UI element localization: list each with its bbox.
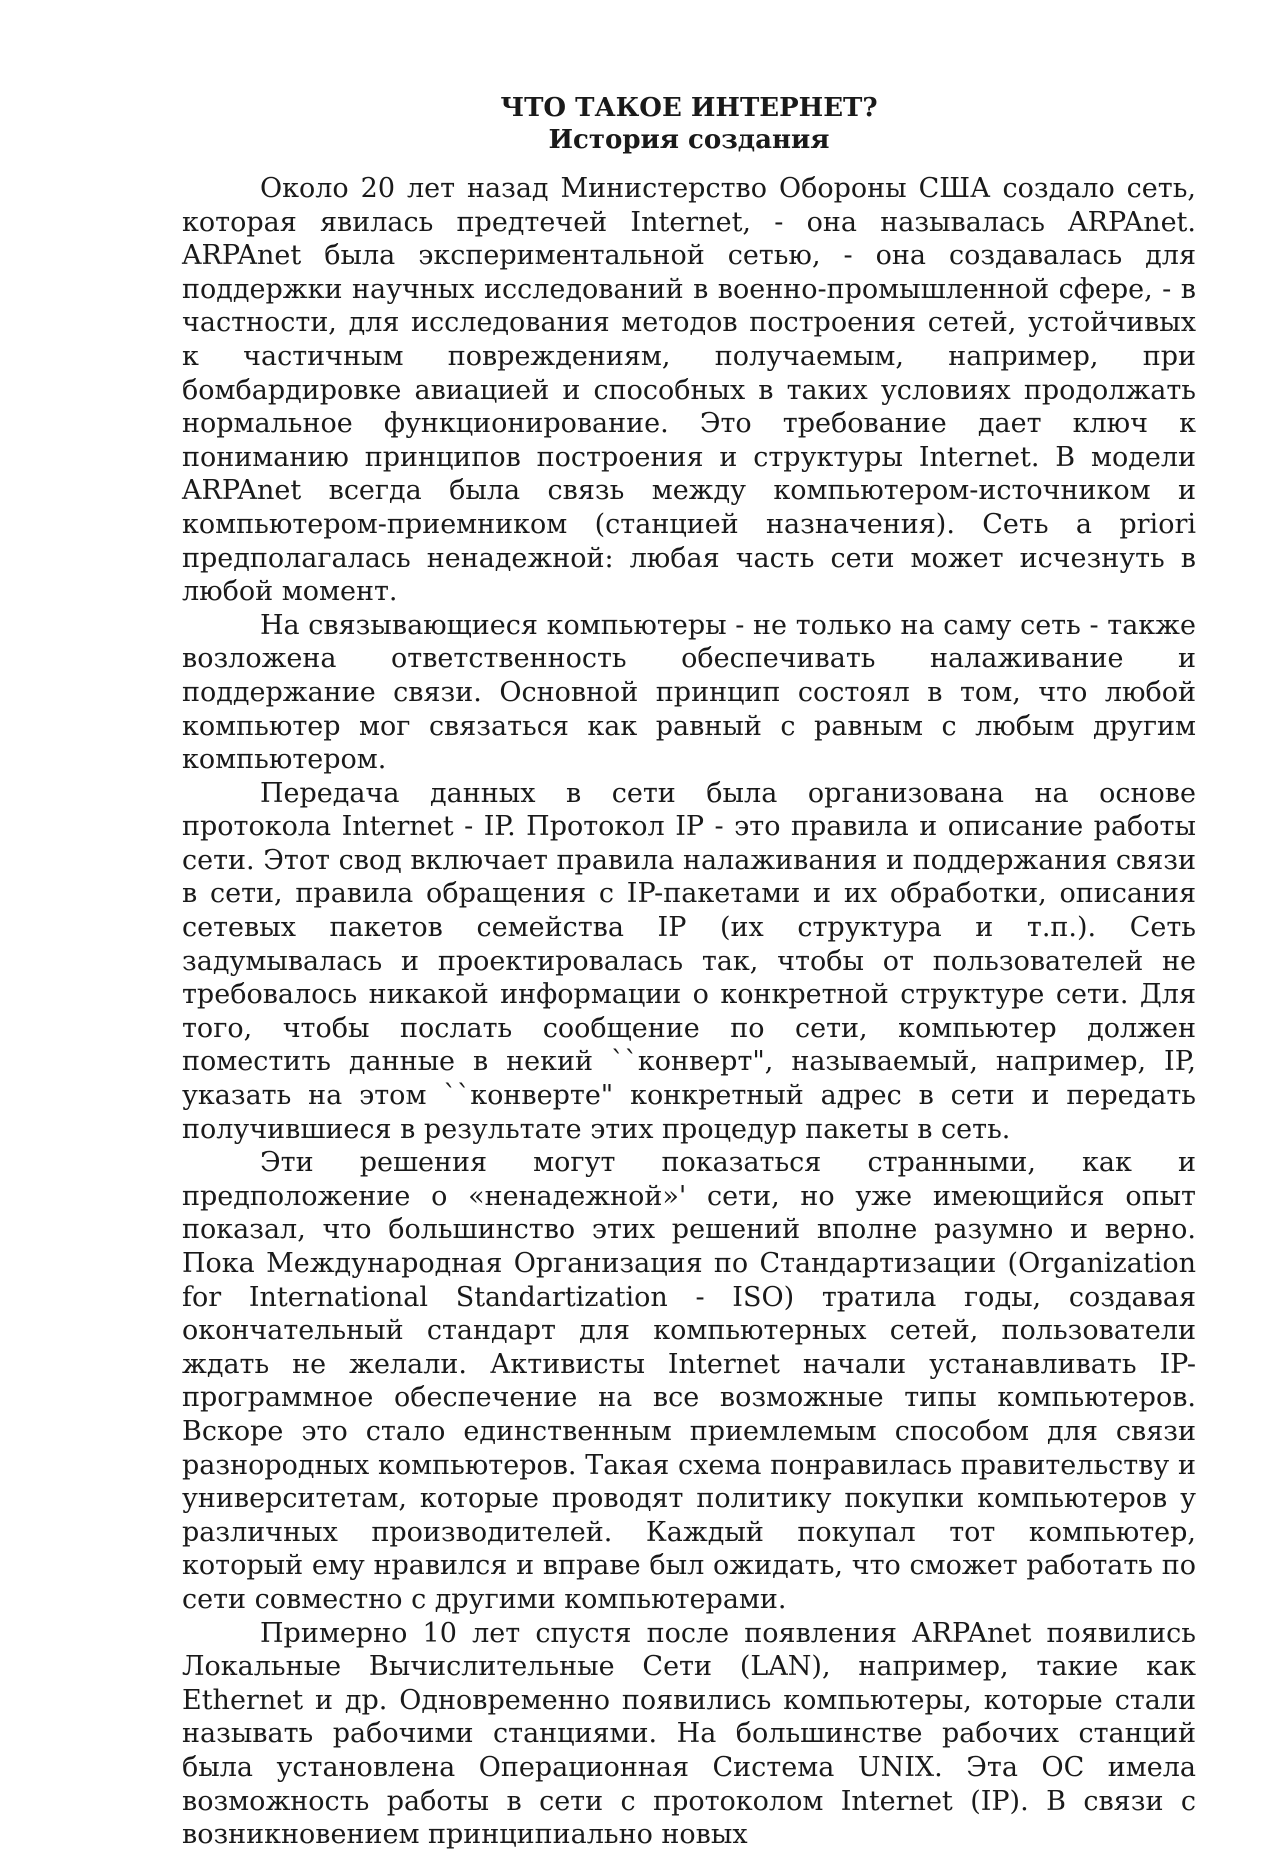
paragraph-1: Около 20 лет назад Министерство Обороны США создало сеть, которая явилась предтечей Internet, - она называлась ARPAnet. ARPAnet была экспериментальной сетью, - она создавалась для поддержки научных исследований в военно-промышленной сфере, - в частности, для исследования методов построения сетей, устойчивых к частичным повреждениям, получаемым, например, при бомбардировке авиацией и способных в таких условиях продолжать нормальное функционирование. Это требование дает ключ к пониманию принципов построения и структуры Internet. В модели ARPAnet всегда была связь между компьютером-источником и компьютером-приемником (станцией назначения). Сеть a priori предполагалась ненадежной: любая часть сети может исчезнуть в любой момент. [182, 173, 1196, 608]
paragraph-4: Эти решения могут показаться странными, как и предположение о «ненадежной»' сети, но уже имеющийся опыт показал, что большинство этих решений вполне разумно и верно. Пока Международная Организация по Стандартизации (Organization for International Standartization - ISO) тратила годы, создавая окончательный стандарт для компьютерных сетей, пользователи ждать не желали. Активисты Internet начали устанавливать IP-программное обеспечение на все возможные типы компьютеров. Вскоре это стало единственным приемлемым способом для связи разнородных компьютеров. Такая схема понравилась правительству и университетам, которые проводят политику покупки компьютеров у различных производителей. Каждый покупал тот компьютер, который ему нравился и вправе был ожидать, что сможет работать по сети совместно с другими компьютерами. [182, 1147, 1196, 1615]
paragraph-3: Передача данных в сети была организована на основе протокола Internet - IP. Протокол IP - это правила и описание работы сети. Этот свод включает правила налаживания и поддержания связи в сети, правила обращения с IP-пакетами и их обработки, описания сетевых пакетов семейства IP (их структура и т.п.). Сеть задумывалась и проектировалась так, чтобы от пользователей не требовалось никакой информации о конкретной структуре сети. Для того, чтобы послать сообщение по сети, компьютер должен поместить данные в некий ``конверт", называемый, например, IP, указать на этом ``конверте" конкретный адрес в сети и передать получившиеся в результате этих процедур пакеты в сеть. [182, 777, 1196, 1145]
document-body [182, 92, 1196, 1852]
paragraph-5: Примерно 10 лет спустя после появления ARPAnet появились Локальные Вычислительные Сети (LAN), например, такие как Ethernet и др. Одновременно появились компьютеры, которые стали называть рабочими станциями. На большинстве рабочих станций была установлена Операционная Система UNIX. Эта ОС имела возможность работы в сети с протоколом Internet (IP). В связи с возникновением принципиально новых [182, 1617, 1196, 1851]
page-subtitle: История создания [548, 125, 830, 155]
page-title: ЧТО ТАКОЕ ИНТЕРНЕТ? [500, 93, 878, 123]
paragraph-2: На связывающиеся компьютеры - не только на саму сеть - также возложена ответственность обеспечивать налаживание и поддержание связи. Основной принцип состоял в том, что любой компьютер мог связаться как равный с равным с любым другим компьютером. [182, 609, 1196, 776]
